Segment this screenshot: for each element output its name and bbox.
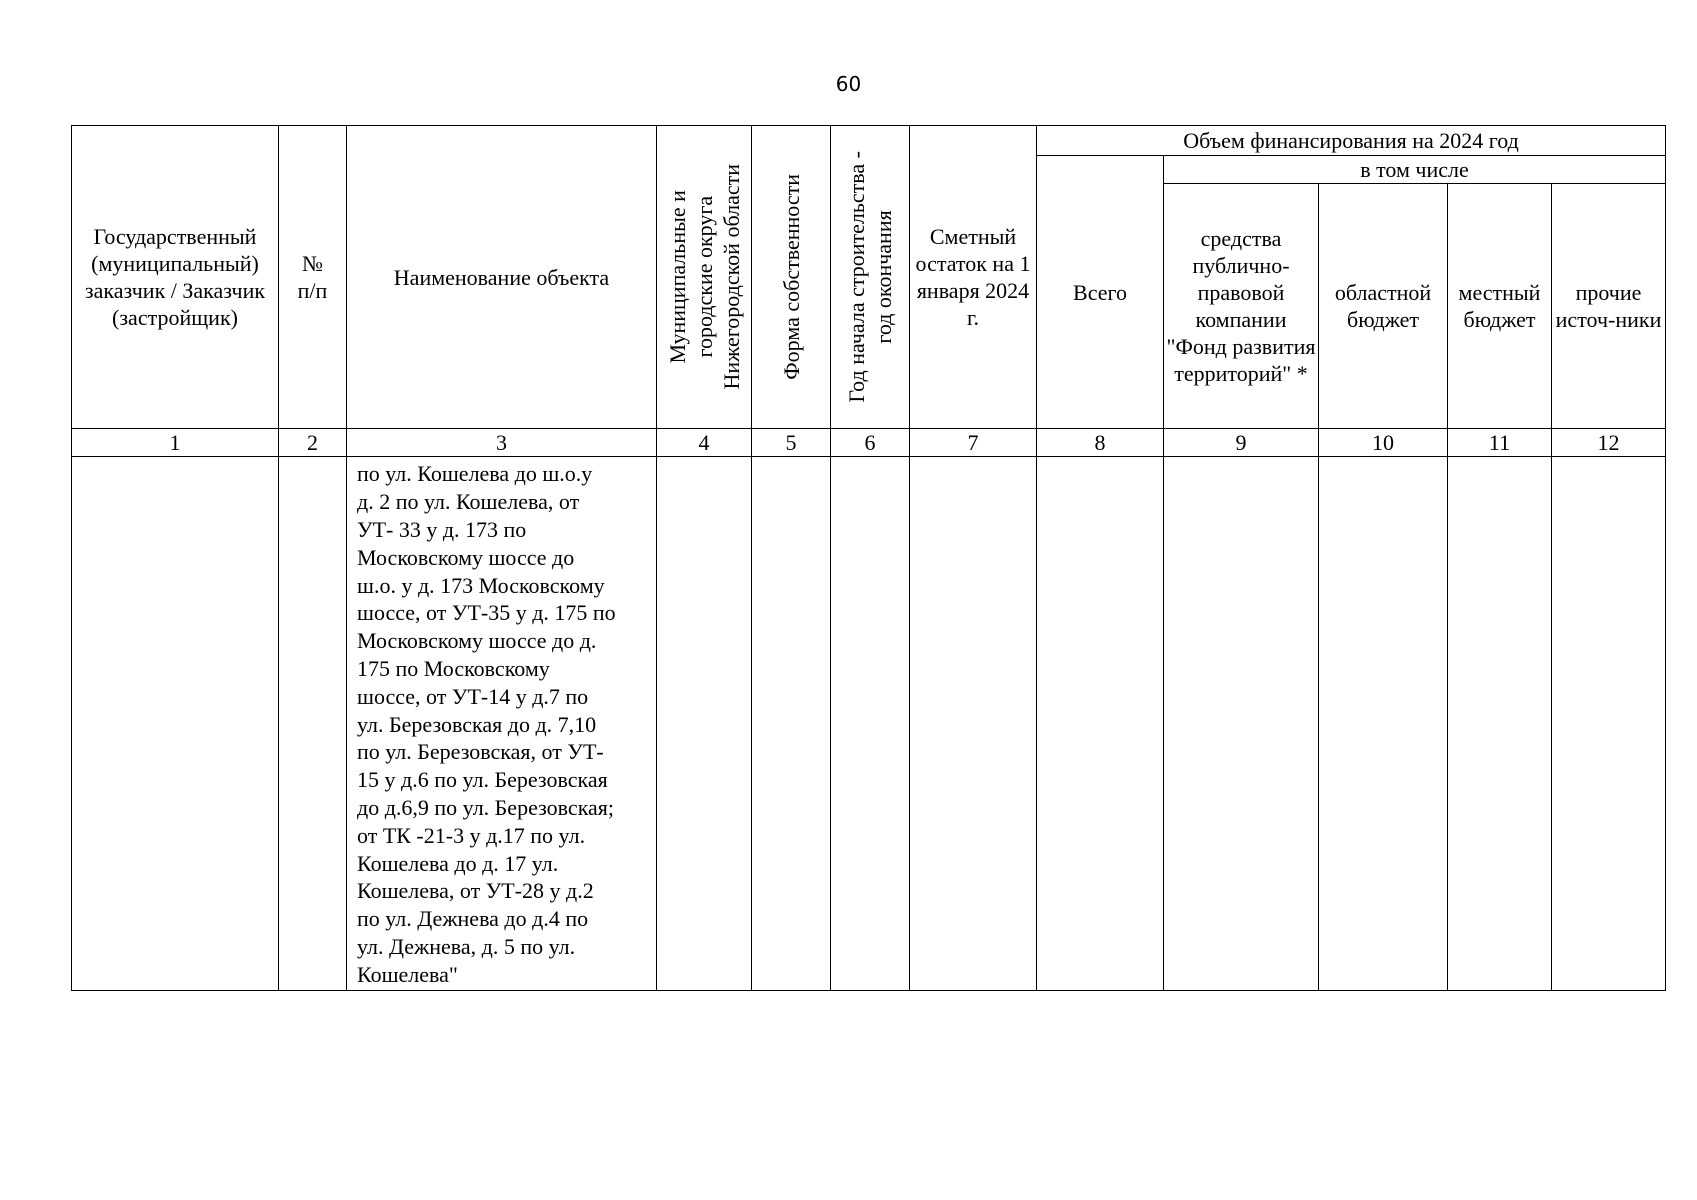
cell-customer	[72, 457, 279, 991]
header-number: № п/п	[279, 126, 347, 429]
header-total: Всего	[1037, 156, 1164, 429]
header-other: прочие источ-ники	[1552, 184, 1666, 429]
object-name-line: 15 у д.6 по ул. Березовская	[357, 767, 608, 793]
cell-municipal	[657, 457, 752, 991]
financing-table	[71, 125, 1666, 991]
object-name-line: 175 по Московскому	[357, 656, 550, 681]
header-fund: средства публично-правовой компании "Фонд развития территорий" *	[1164, 184, 1319, 429]
column-number: 3	[347, 429, 657, 457]
cell-other	[1552, 457, 1666, 991]
column-number: 4	[657, 429, 752, 457]
header-object-name: Наименование объекта	[347, 126, 657, 429]
cell-year	[831, 457, 910, 991]
cell-number	[279, 457, 347, 991]
object-name-line: ул. Дежнева, д. 5 по ул.	[357, 933, 576, 959]
object-name-line: д. 2 по ул. Кошелева, от	[357, 489, 580, 515]
object-name-line: по ул. Березовская, от УТ-	[357, 739, 604, 765]
header-local: местный бюджет	[1448, 184, 1552, 429]
object-name-line: ш.о. у д. 173 Московскому	[357, 572, 605, 598]
object-name-line: Московскому шоссе до д.	[357, 628, 597, 654]
cell-estimate	[910, 457, 1037, 991]
column-number: 9	[1164, 429, 1319, 457]
column-number: 1	[72, 429, 279, 457]
column-number: 5	[752, 429, 831, 457]
header-municipal: Муниципальные и городские округа Нижегородской области	[657, 126, 752, 429]
cell-total	[1037, 457, 1164, 991]
cell-local	[1448, 457, 1552, 991]
object-name-line: Кошелева"	[357, 961, 458, 987]
column-number: 11	[1448, 429, 1552, 457]
object-name-line: по ул. Кошелева до ш.о.у	[357, 461, 593, 487]
column-number: 8	[1037, 429, 1164, 457]
object-name-line: от ТК -21-3 у д.17 по ул.	[357, 822, 586, 848]
column-number: 12	[1552, 429, 1666, 457]
header-year: Год начала строительства - год окончания	[831, 126, 910, 429]
column-number: 7	[910, 429, 1037, 457]
header-customer: Государственный (муниципальный) заказчик / Заказчик (застройщик)	[72, 126, 279, 429]
object-name-line: шоссе, от УТ-35 у д. 175 по	[357, 600, 616, 626]
cell-regional	[1319, 457, 1448, 991]
table-row	[72, 457, 1666, 991]
object-name-line: Кошелева до д. 17 ул.	[357, 850, 559, 876]
object-name-line: по ул. Дежнева до д.4 по	[357, 906, 589, 932]
header-financing: Объем финансирования на 2024 год	[1037, 126, 1666, 156]
object-name-line: шоссе, от УТ-14 у д.7 по	[357, 683, 589, 709]
header-regional: областной бюджет	[1319, 184, 1448, 429]
column-number: 6	[831, 429, 910, 457]
column-number-row	[72, 429, 1666, 457]
object-name-line: до д.6,9 по ул. Березовская;	[357, 794, 615, 820]
page-number: 60	[835, 72, 862, 96]
column-number: 2	[279, 429, 347, 457]
header-including: в том числе	[1164, 156, 1666, 184]
cell-fund	[1164, 457, 1319, 991]
cell-object-name	[347, 457, 657, 991]
object-name-text	[347, 458, 656, 988]
object-name-line: Кошелева, от УТ-28 у д.2	[357, 878, 594, 904]
header-ownership: Форма собственности	[752, 126, 831, 429]
object-name-line: УТ- 33 у д. 173 по	[357, 517, 527, 543]
cell-ownership	[752, 457, 831, 991]
header-estimate: Сметный остаток на 1 января 2024 г.	[910, 126, 1037, 429]
column-number: 10	[1319, 429, 1448, 457]
object-name-line: Московскому шоссе до	[357, 544, 575, 570]
object-name-line: ул. Березовская до д. 7,10	[357, 711, 597, 737]
